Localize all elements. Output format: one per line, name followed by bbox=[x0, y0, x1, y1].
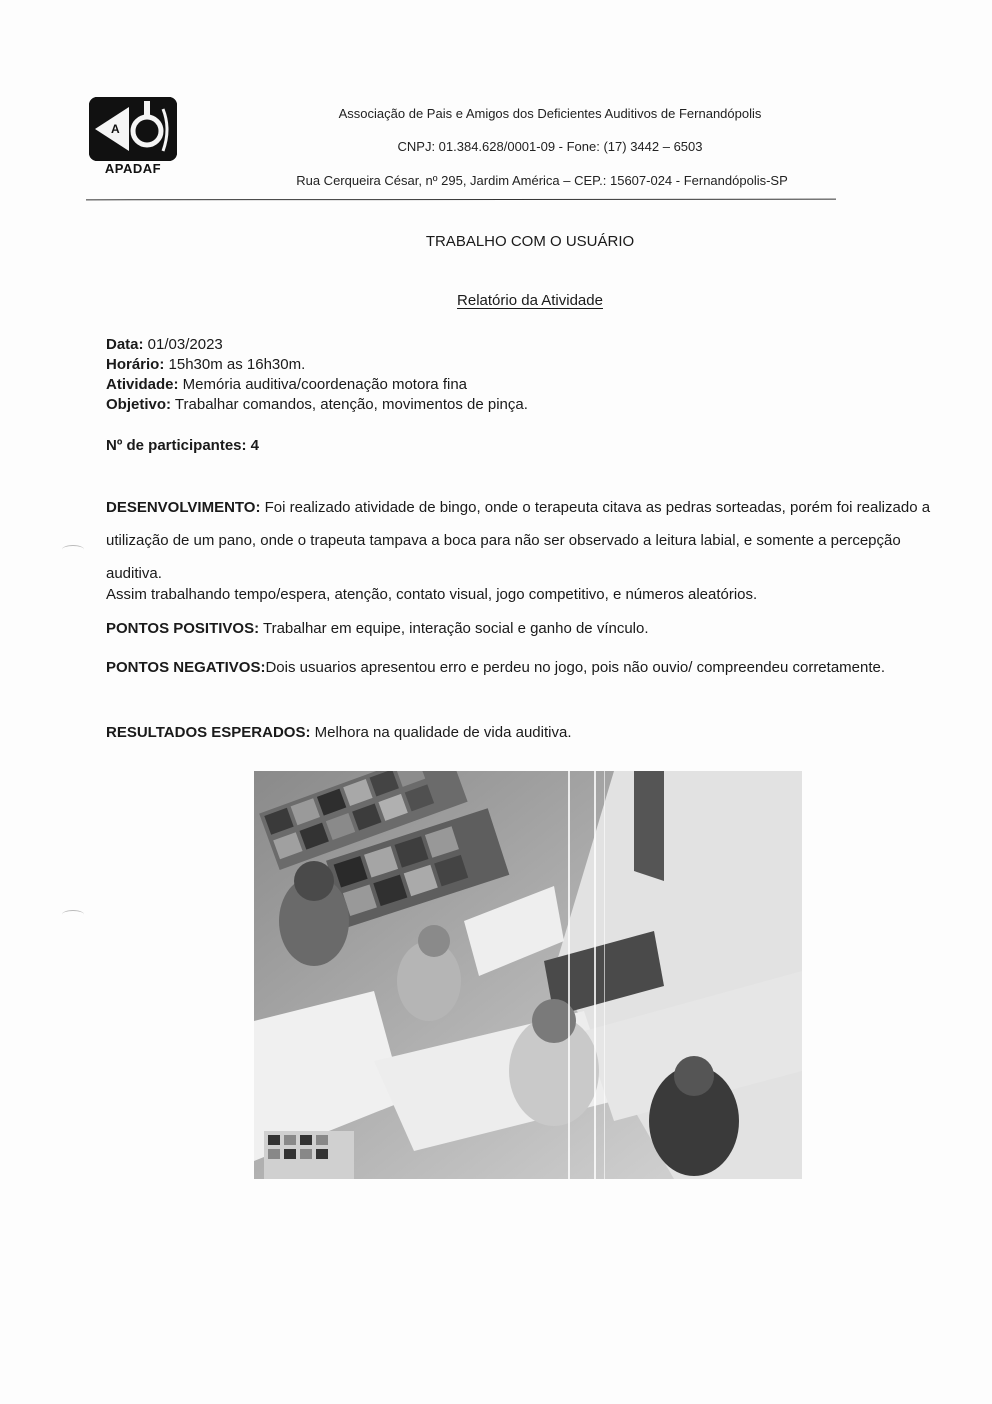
activity-value: Memória auditiva/coordenação motora fina bbox=[178, 376, 468, 393]
development-continuation: Assim trabalhando tempo/espera, atenção, contato visual, jogo competitivo, e números aleatórios. bbox=[106, 586, 758, 603]
document-title: TRABALHO COM O USUÁRIO bbox=[425, 233, 635, 250]
apadaf-logo bbox=[88, 97, 178, 179]
scan-margin-mark bbox=[62, 910, 84, 919]
development-text: Foi realizado atividade de bingo, onde o terapeuta citava as pedras sorteadas, porém foi realizado a utilização de um pano, onde o trapeuta tampava a boca para não ser observado a leitura labial, e somente a percepção auditiva. bbox=[106, 499, 931, 582]
development-paragraph bbox=[106, 491, 936, 590]
objective-row bbox=[106, 395, 528, 415]
negatives-label: PONTOS NEGATIVOS: bbox=[106, 659, 266, 676]
header-divider bbox=[86, 199, 836, 201]
negatives-text: Dois usuarios apresentou erro e perdeu no jogo, pois não ouvio/ compreendeu corretamente. bbox=[265, 659, 886, 676]
development-label: DESENVOLVIMENTO: bbox=[106, 499, 261, 516]
subtitle-text: Relatório da Atividade bbox=[457, 292, 603, 309]
activity-row bbox=[106, 375, 528, 395]
objective-value: Trabalhar comandos, atenção, movimentos de pinça. bbox=[171, 396, 528, 413]
date-row bbox=[106, 335, 528, 355]
positives-text: Trabalhar em equipe, interação social e ganho de vínculo. bbox=[259, 620, 649, 637]
org-name: Associação de Pais e Amigos dos Deficientes Auditivos de Fernandópolis bbox=[338, 106, 762, 121]
date-label: Data: bbox=[106, 336, 144, 353]
cnpj-phone: CNPJ: 01.384.628/0001-09 - Fone: (17) 3442 – 6503 bbox=[397, 139, 703, 154]
activity-label: Atividade: bbox=[106, 376, 179, 393]
expected-label: RESULTADOS ESPERADOS: bbox=[106, 724, 311, 741]
positives-paragraph bbox=[106, 619, 936, 639]
logo-wordmark: APADAF bbox=[104, 161, 162, 176]
ear-logo-icon bbox=[89, 97, 177, 161]
document-subtitle bbox=[300, 292, 760, 309]
activity-photo bbox=[254, 771, 802, 1179]
org-address: Rua Cerqueira César, nº 295, Jardim América – CEP.: 15607-024 - Fernandópolis-SP bbox=[296, 173, 788, 188]
svg-text:A: A bbox=[111, 122, 120, 136]
date-value: 01/03/2023 bbox=[143, 336, 223, 353]
positives-label: PONTOS POSITIVOS: bbox=[106, 620, 260, 637]
time-value: 15h30m as 16h30m. bbox=[164, 356, 306, 373]
participants-count: Nº de participantes: 4 bbox=[106, 437, 260, 454]
time-label: Horário: bbox=[106, 356, 165, 373]
activity-info bbox=[106, 335, 528, 415]
scan-margin-mark bbox=[62, 545, 84, 554]
expected-text: Melhora na qualidade de vida auditiva. bbox=[310, 724, 572, 741]
time-row bbox=[106, 355, 528, 375]
expected-results-paragraph bbox=[106, 723, 936, 743]
negatives-paragraph bbox=[106, 657, 936, 679]
objective-label: Objetivo: bbox=[106, 396, 172, 413]
